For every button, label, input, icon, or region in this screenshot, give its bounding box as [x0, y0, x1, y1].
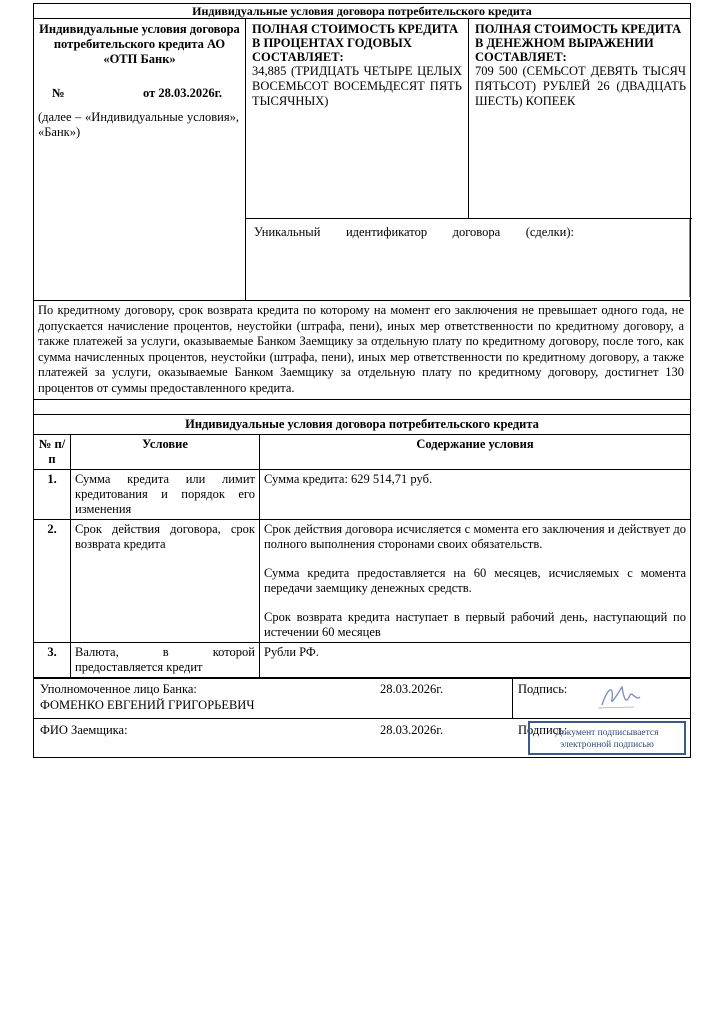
further-reference-note: (далее – «Индивидуальные условия», «Банк»)	[38, 110, 239, 139]
conditions-table	[34, 415, 690, 678]
borrower-signature-label: Подпись:	[518, 723, 568, 737]
uid-word: идентификатор	[345, 225, 428, 239]
header-block	[34, 19, 690, 301]
borrower-sign-date: 28.03.2026г.	[380, 723, 444, 737]
condition-text: Сумма кредита предоставляется на 60 месяцев, исчисляемых с момента передачи заемщику денежных средств.	[264, 566, 686, 595]
full-cost-percent-heading: ПОЛНАЯ СТОИМОСТЬ КРЕДИТА В ПРОЦЕНТАХ ГОДОВЫХ СОСТАВЛЯЕТ:	[252, 22, 459, 64]
handwritten-signature-icon	[594, 681, 644, 713]
divider	[689, 219, 690, 297]
column-header-number: № п/п	[34, 435, 71, 470]
stamp-text: Документ подписывается	[555, 728, 659, 738]
full-cost-percent-value: 34,885 (ТРИДЦАТЬ ЧЕТЫРЕ ЦЕЛЫХ ВОСЕМЬСОТ ВОСЕМЬДЕСЯТ ПЯТЬ ТЫСЯЧНЫХ)	[252, 64, 462, 108]
condition-text: Сумма кредита: 629 514,71 руб.	[264, 472, 433, 486]
row-number: 2.	[34, 520, 71, 643]
borrower-name-label: ФИО Заемщика:	[40, 723, 128, 737]
contract-number-label: №	[52, 86, 65, 100]
contract-document	[33, 3, 691, 758]
condition-name: Сумма кредита или лимит кредитования и порядок его изменения	[71, 470, 260, 520]
condition-text: Срок возврата кредита наступает в первый рабочий день, наступающий по истечении 60 месяцев	[264, 610, 686, 639]
condition-name: Срок действия договора, срок возврата кредита	[71, 520, 260, 643]
condition-text: Рубли РФ.	[264, 645, 319, 659]
divider	[34, 400, 690, 415]
uid-word: договора	[452, 225, 501, 239]
bank-conditions-title: Индивидуальные условия договора потребительского кредита АО «ОТП Банк»	[39, 22, 240, 66]
divider	[512, 679, 513, 718]
full-cost-money-cell	[469, 19, 692, 218]
full-cost-money-value: 709 500 (СЕМЬСОТ ДЕВЯТЬ ТЫСЯЧ ПЯТЬСОТ) РУБЛЕЙ 26 (ДВАДЦАТЬ ШЕСТЬ) КОПЕЕК	[475, 64, 686, 108]
row-number: 3.	[34, 643, 71, 678]
conditions-table-title: Индивидуальные условия договора потребительского кредита	[34, 415, 690, 435]
bank-signature-row	[34, 679, 690, 719]
column-header-condition: Условие	[71, 435, 260, 470]
condition-name: Валюта, в которой предоставляется кредит	[71, 643, 260, 678]
uid-word: Уникальный	[254, 225, 321, 239]
contract-number-row	[34, 86, 245, 102]
interest-limit-paragraph: По кредитному договору, срок возврата кредита по которому на момент его заключения не превышает одного года, не допускается начисление процентов, неустойки (штрафа, пени), иных мер ответственности по кредитному договору, а также платежей за услуги, оказываемые Банком Заемщику за отдельную плату по кредитному договору, после того, как сумма начисленных процентов, неустойки (штрафа, пени), иных мер ответственности по кредитному договору, а также платежей за услуги, оказываемые Банком Заемщику за отдельную плату по кредитному договору, достигнет 130 процентов от суммы предоставленного кредита.	[34, 301, 690, 400]
condition-content	[260, 520, 691, 643]
uid-word: (сделки):	[525, 225, 574, 239]
bank-representative-label: Уполномоченное лицо Банка:	[40, 682, 197, 696]
condition-content	[260, 643, 691, 678]
bank-representative-name: ФОМЕНКО ЕВГЕНИЙ ГРИГОРЬЕВИЧ	[40, 698, 255, 712]
bank-signature-label: Подпись:	[518, 682, 568, 696]
column-header-content: Содержание условия	[260, 435, 691, 470]
full-cost-money-heading: ПОЛНАЯ СТОИМОСТЬ КРЕДИТА В ДЕНЕЖНОМ ВЫРАЖЕНИИ СОСТАВЛЯЕТ:	[475, 22, 682, 64]
bank-info-cell	[34, 19, 246, 300]
unique-contract-id-label	[254, 225, 574, 240]
row-number: 1.	[34, 470, 71, 520]
stamp-text: электронной подписью	[560, 740, 654, 750]
bank-sign-date: 28.03.2026г.	[380, 682, 444, 696]
table-row	[34, 470, 690, 520]
document-title: Индивидуальные условия договора потребительского кредита	[34, 4, 690, 19]
table-row	[34, 643, 690, 678]
unique-contract-id-cell	[246, 218, 692, 300]
condition-text: Срок действия договора исчисляется с момента его заключения и действует до полного выполнения сторонами своих обязательств.	[264, 522, 686, 551]
condition-content	[260, 470, 691, 520]
electronic-signature-stamp	[528, 721, 686, 755]
table-row	[34, 520, 690, 643]
signature-block	[34, 678, 690, 757]
full-cost-percent-cell	[246, 19, 469, 218]
contract-date: от 28.03.2026г.	[143, 86, 222, 100]
